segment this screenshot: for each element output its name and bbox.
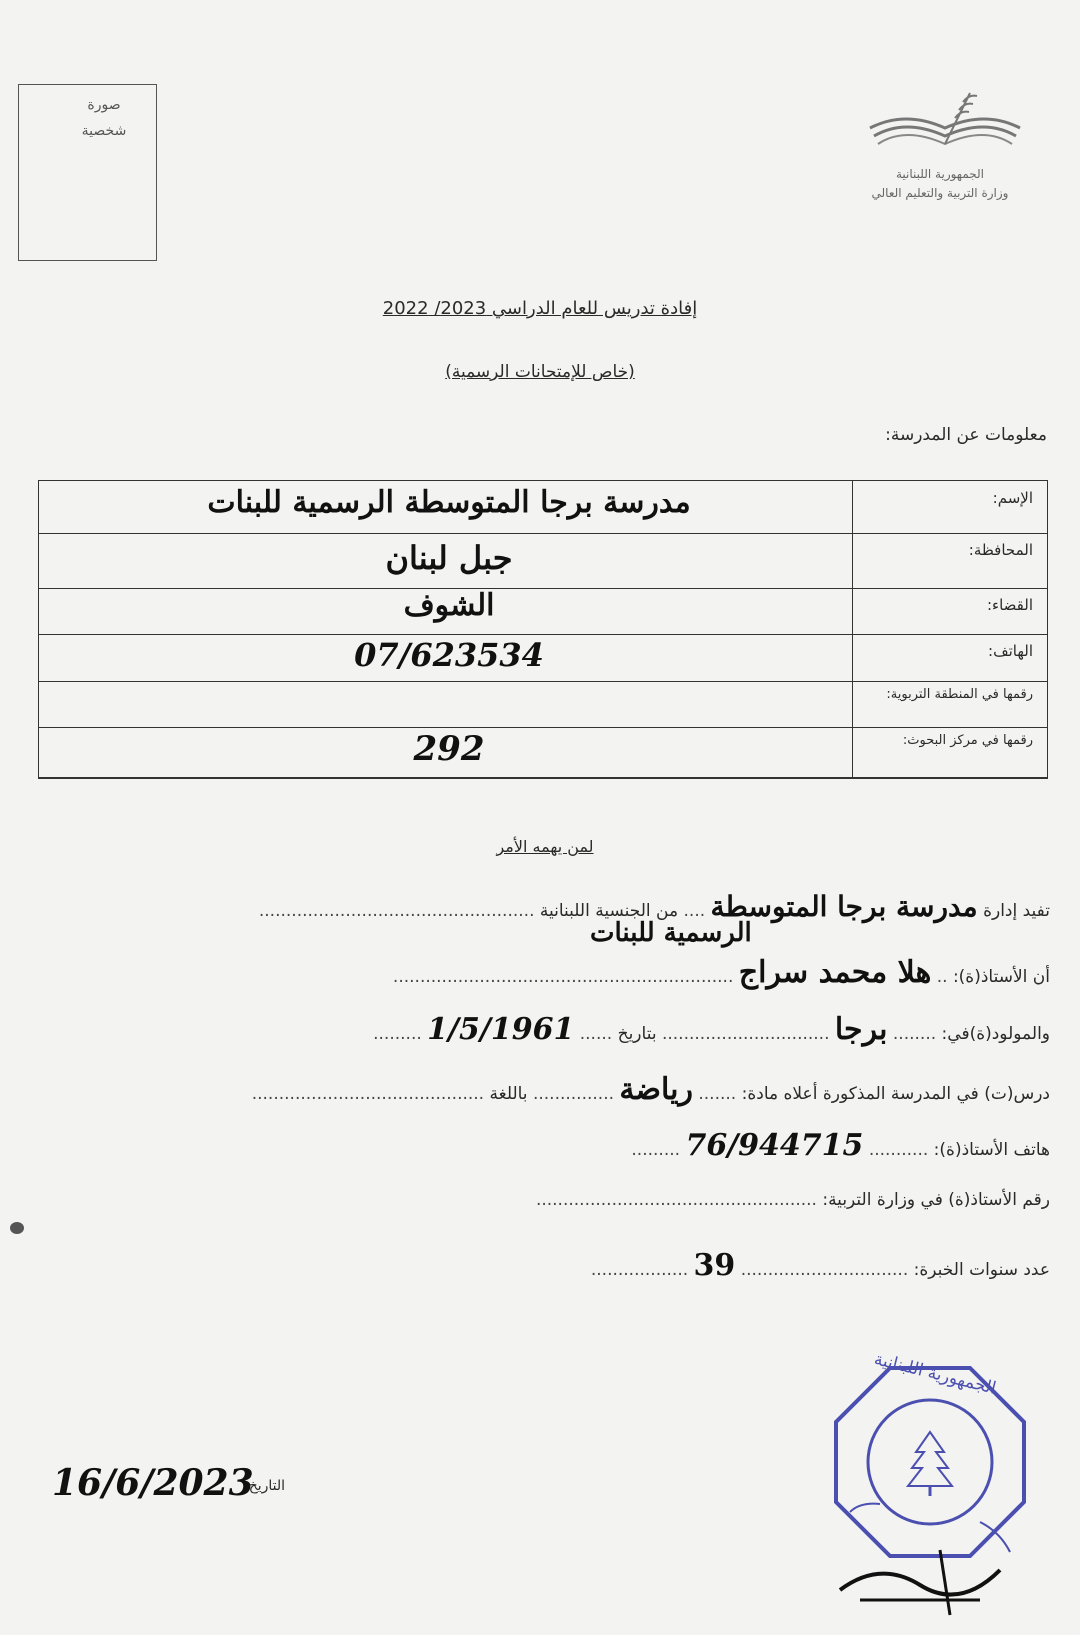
row-label: رقمها في مركز البحوث: <box>902 733 1033 748</box>
row-value: جبل لبنان <box>385 539 513 577</box>
row-value: الشوف <box>403 588 495 623</box>
handwritten-experience: 39 <box>693 1248 736 1283</box>
row-label: رقمها في المنطقة التربوية: <box>886 687 1033 702</box>
table-row <box>39 588 1047 635</box>
handwritten-teacher-phone: 76/944715 <box>685 1128 864 1163</box>
column-divider <box>852 481 853 778</box>
stamp-text: الجمهورية اللبنانية <box>872 1349 998 1399</box>
signature-icon <box>830 1540 1010 1620</box>
row-value: 07/623534 <box>354 636 544 674</box>
handwritten-school-line2: الرسمية للبنات <box>590 918 752 948</box>
form-line-phone: هاتف الأستاذ(ة): ........... 76/944715 ......... <box>631 1128 1050 1163</box>
table-row <box>39 681 1047 728</box>
form-line-school: تفيد إدارة مدرسة برجا المتوسطة .... من الجنسية اللبنانية ................................................... <box>258 890 1050 923</box>
form-line-teacher: أن الأستاذ(ة): .. هلا محمد سراج ............................................................... <box>392 955 1050 990</box>
document-title: إفادة تدريس للعام الدراسي 2023/ 2022 <box>382 298 698 319</box>
school-section-label: معلومات عن المدرسة: <box>885 425 1047 445</box>
handwritten-school: مدرسة برجا المتوسطة <box>710 890 978 923</box>
form-line-experience: عدد سنوات الخبرة: ............................... 39 .................. <box>590 1248 1050 1283</box>
handwritten-teacher-name: هلا محمد سراج <box>738 955 932 990</box>
row-value: مدرسة برجا المتوسطة الرسمية للبنات <box>207 485 691 520</box>
to-whom-it-may-concern: لمن يهمه الأمر <box>496 837 594 856</box>
form-line-birth: والمولود(ة)في: ........ برجا ............................... بتاريخ ...... 1/5/1961 ......... <box>373 1012 1050 1047</box>
form-line-ministry-number: رقم الأستاذ(ة) في وزارة التربية: .................................................... <box>535 1190 1050 1210</box>
document-subtitle: (خاص للإمتحانات الرسمية) <box>445 362 635 382</box>
table-row <box>39 533 1047 589</box>
date-label: التاريخ: <box>244 1478 286 1494</box>
table-row <box>39 727 1047 778</box>
form-line-subject: درس(ت) في المدرسة المذكورة أعلاه مادة: ....... رياضة ............... باللغة ........................................... <box>251 1072 1050 1107</box>
handwritten-birth-date: 1/5/1961 <box>427 1012 575 1047</box>
row-label: الهاتف: <box>988 642 1033 660</box>
handwritten-date: 16/6/2023 <box>52 1462 254 1504</box>
row-label: القضاء: <box>986 596 1033 614</box>
handwritten-birth-place: برجا <box>834 1012 888 1047</box>
ministry-name: الجمهورية اللبنانية وزارة التربية والتعليم العالي <box>871 167 1009 200</box>
school-info-table <box>38 480 1048 779</box>
row-label: الإسم: <box>992 489 1033 507</box>
handwritten-subject: رياضة <box>619 1072 693 1107</box>
scan-mark <box>10 1222 24 1234</box>
table-row <box>39 481 1047 534</box>
row-label: المحافظة: <box>968 541 1033 559</box>
table-row <box>39 634 1047 682</box>
row-value: 292 <box>413 729 485 769</box>
photo-label: صورة شخصية <box>81 97 127 139</box>
ministry-logo-icon <box>860 88 1030 158</box>
